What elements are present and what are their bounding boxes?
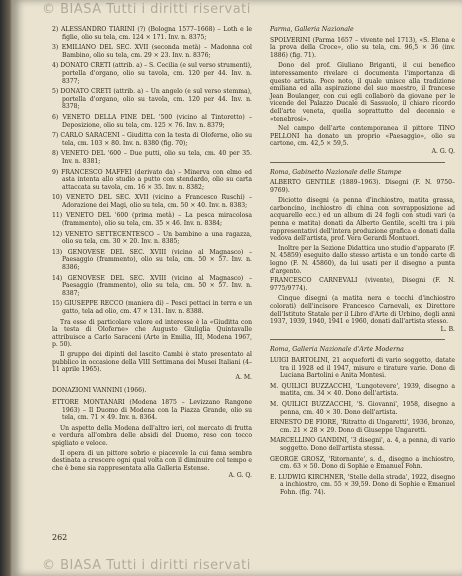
right-column [270,26,455,499]
left-entries-list [52,26,252,316]
left-department-heading: DONAZIONI VANNINI (1966). [52,387,147,395]
catalog-entry: ERNESTO DE FIORE, 'Ritratto di Ungaretti', 1936, bronzo, cm. 21 × 28 × 29. Dono di Giuseppe Ungaretti. [270,419,455,434]
right-signature-2: L. B. [440,325,455,333]
catalog-entry: 9) FRANCESCO MAFFEI (derivato da) – Minerva con elmo ed asta intenta allo studio a putto con stendardo, olio su carta attaccata su tavola, cm. 16 × 35. Inv. n. 8382; [52,168,252,191]
catalog-entry: 12) VENETO SETTECENTESCO – Un bambino a una ragazza, olio su tela, cm. 30 × 20. Inv. n. 8385; [52,230,252,246]
right-paragraph-2: Nel campo dell'arte contemporanea il pittore TINO PELLONI ha donato un proprio «Paesaggio», olio su cartone, cm. 42,5 × 59,5. [270,125,455,148]
section-divider [270,339,445,340]
catalog-entry: 3) EMILIANO DEL SEC. XVII (seconda metà) – Madonna col Bambino, olio su tela, cm. 29 × 23. Inv. n. 8376; [52,44,252,59]
right-paragraph-5: Cinque disegni (a matita nera e tocchi d'inchiostro colorati) dell'incisore Francesco Carnevali, ex Direttore dell'Istituto Statale per il Libro d'Arte di Urbino, degli anni 1937, 1939, 1940, 1941 e 1960, donati dall'artista stesso. [270,295,455,326]
catalog-entry: 7) CARLO SARACENI – Giuditta con la testa di Oloferne, olio su tela, cm. 103 × 80. Inv. n. 8380 (fig. 70); [52,132,252,147]
catalog-entry: 5) DONATO CRETI (attrib. a) – Un angelo (e sul verso stemma), portella d'organo, olio su tavola, cm. 120 per 44. Inv. n. 8378; [52,88,252,111]
catalog-entry: 11) VENETO DEL '600 (prima metà) – La pesca miracolosa (frammento), olio su tela, cm. 35 × 46. Inv. n. 8384; [52,212,252,228]
left-column [52,26,252,483]
catalog-entry: M. QUILICI BUZZACCHI, 'S. Giovanni', 1958, disegno a penna, cm. 40 × 30. Dono dell'artista. [270,400,455,416]
entry-gentile: ALBERTO GENTILE (1889–1963). Disegni (F. N. 9750–9769). [270,179,455,194]
watermark-top: © BIASA Tutti i diritti riservati [42,2,251,17]
catalog-entry: M. QUILICI BUZZACCHI, 'Lungotevere', 1939, disegno a matita, cm. 34 × 40. Dono dell'artista. [270,382,455,398]
right-paragraph-4: Inoltre per la Sezione Didattica uno studio d'apparato (F. N. 45859) eseguito dallo stesso artista e un tondo carte di legno (F. N. 45860), da lui usati per il disegno a punta d'argento. [270,244,455,275]
left-signature-1: A. M. [235,373,252,381]
document-page [12,0,462,576]
heading-parma: Parma, Galleria Nazionale [270,26,354,33]
heading-stampe: Roma, Gabinetto Nazionale delle Stampe [270,168,402,176]
right-paragraph-3: Diciotto disegni (a penna d'inchiostro, matita grassa, carboncino, inchiostro di china con sovrapposizione ad acquarello ecc.) ed un album di 24 fogli con studi vari (a penna e matita) donati da Alberto Gentile, scelti tra i più rappresentativi dell'intera produzione grafica e donati dalla vedova dell'artista, prof. Vera Gerardi Montuori. [270,197,455,243]
left-paragraph-2: Il gruppo dei dipinti del lascito Cambi è stato presentato al pubblico in occasione della VIII Settimana dei Musei Italiani (4–11 aprile 1965). [52,350,252,374]
left-paragraph-4: Il opera di un pittore sobrio e piacevole la cui fama sembra destinata a crescere ogni qual volta con il diminuire col tempo e che è bene sia rappresentata alla Galleria Estense. [52,449,252,472]
left-signature-2: A. G. Q. [228,472,252,480]
entry-carnevali: FRANCESCO CARNEVALI (vivente), Disegni (F. N. 9775/9774). [270,277,455,292]
catalog-entry: 2) ALESSANDRO TIARINI (?) (Bologna 1577–1668) – Loth e le figlie, olio su tela, cm. 124 × 171. Inv. n. 8375; [52,26,252,41]
catalog-entry: E. LUDWIG KIRCHNER, 'Stelle della strada', 1922, disegno a inchiostro, cm. 55 × 39,59. Dono di Sophie e Emanuel Fohn. (fig. 74). [270,473,455,496]
catalog-entry: 8) VENETO DEL '600 – Due putti, olio su tela, cm. 40 per 35. Inv. n. 8381; [52,150,252,165]
catalog-entry: MARCELLINO GANDINI, '3 disegni', a. 4, a penna, di vario soggetto. Dono dell'artista stessa. [270,437,455,452]
heading-arte-moderna: Roma, Galleria Nazionale d'Arte Moderna [270,346,404,354]
watermark-bottom: © BIASA Tutti i diritti riservati [42,558,251,573]
right-paragraph-1: Dono del prof. Giuliano Briganti, il cui benefico interessamento rivelare ci documenta l'importanza di questo artista. Poco noto, il quale unisce alla tradizione emiliana ed alla aspirazione del suo maestro, il francese Jean Boulanger, con cui egli collaborò da giovane per le vicende del Palazzo Ducale di Sassuolo, il chiaro ricordo dell'arte veneta, quella soprattutto del decennio e «tenebrosi». [270,62,455,123]
entry-spolverini: SPOLVERINI (Parma 1657 – vivente nel 1713), «S. Elena e la prova della Croce», olio su tela, cm. 96,5 × 36 (inv. 1886) (fig. 71). [270,36,455,59]
catalog-entry: GEORGE GROSZ, 'Ritornante', s. d., disegno a inchiostro, cm. 63 × 50. Dono di Sophie e Emanuel Fohn. [270,455,455,471]
catalog-entry: 15) GIUSEPPE RECCO (maniera di) – Pesci pettaci in terra e un gatto, tela ad olio, cm. 47 × 131. Inv. n. 8388. [52,300,252,315]
entry-montanari: ETTORE MONTANARI (Modena 1875 – Levizzano Rangone 1963) – Il Duomo di Modena con la Piazza Grande, olio su tela, cm. 71 × 49. Inv. n. 8364. [52,398,252,422]
section-divider [270,162,445,163]
right-signature-1: A. G. Q. [431,147,455,155]
catalog-entry: 10) VENETO DEL SEC. XVII (vicino a Francesco Ruschi) – Adorazione dei Magi, olio su tela, cm. 50 × 40. Inv. n. 8383; [52,194,252,209]
catalog-entry: 4) DONATO CRETI (attrib. a) – S. Cecilia (e sul verso strumenti), portella d'organo, olio su tavola, cm. 120 per 44. Inv. n. 8377; [52,62,252,85]
catalog-entry: 14) GENOVESE DEL SEC. XVIII (vicino al Magnasco) – Paesaggio (frammento), olio su tela, cm. 50 × 57. Inv. n. 8387; [52,274,252,297]
catalog-entry: LUIGI BARTOLINI, 21 acqueforti di vario soggetto, datate tra il 1928 ed il 1947, misure e tirature varie. Dono di Luciana Bartolini e Anita Montesi. [270,356,455,380]
left-paragraph-1: Tra esse di particolare valore ed interesse è la «Giuditta con la testa di Oloferne» che Augusto Giuliglia Quintavalle attribuisce a Carlo Saraceni (Arte in Emilia, III, Modena 1967, p. 50). [52,318,252,349]
catalog-entry: 6) VENETO DELLA FINE DEL '500 (vicino al Tintoretto) – Deposizione, olio su tela, cm. 125 × 76. Inv. n. 8379; [52,113,252,129]
left-paragraph-3: Un aspetto della Modena dell'altro ieri, col mercato di frutta e verdura all'ombra delle absidi del Duomo, reso con tocco spigliato e veloce. [52,424,252,447]
catalog-entry: 13) GENOVESE DEL SEC. XVIII (vicino al Magnasco) – Paesaggio (frammento), olio su tela, cm. 50 × 57. Inv. n. 8386; [52,248,252,272]
right-entries-list [270,357,455,497]
page-number: 262 [52,533,68,542]
